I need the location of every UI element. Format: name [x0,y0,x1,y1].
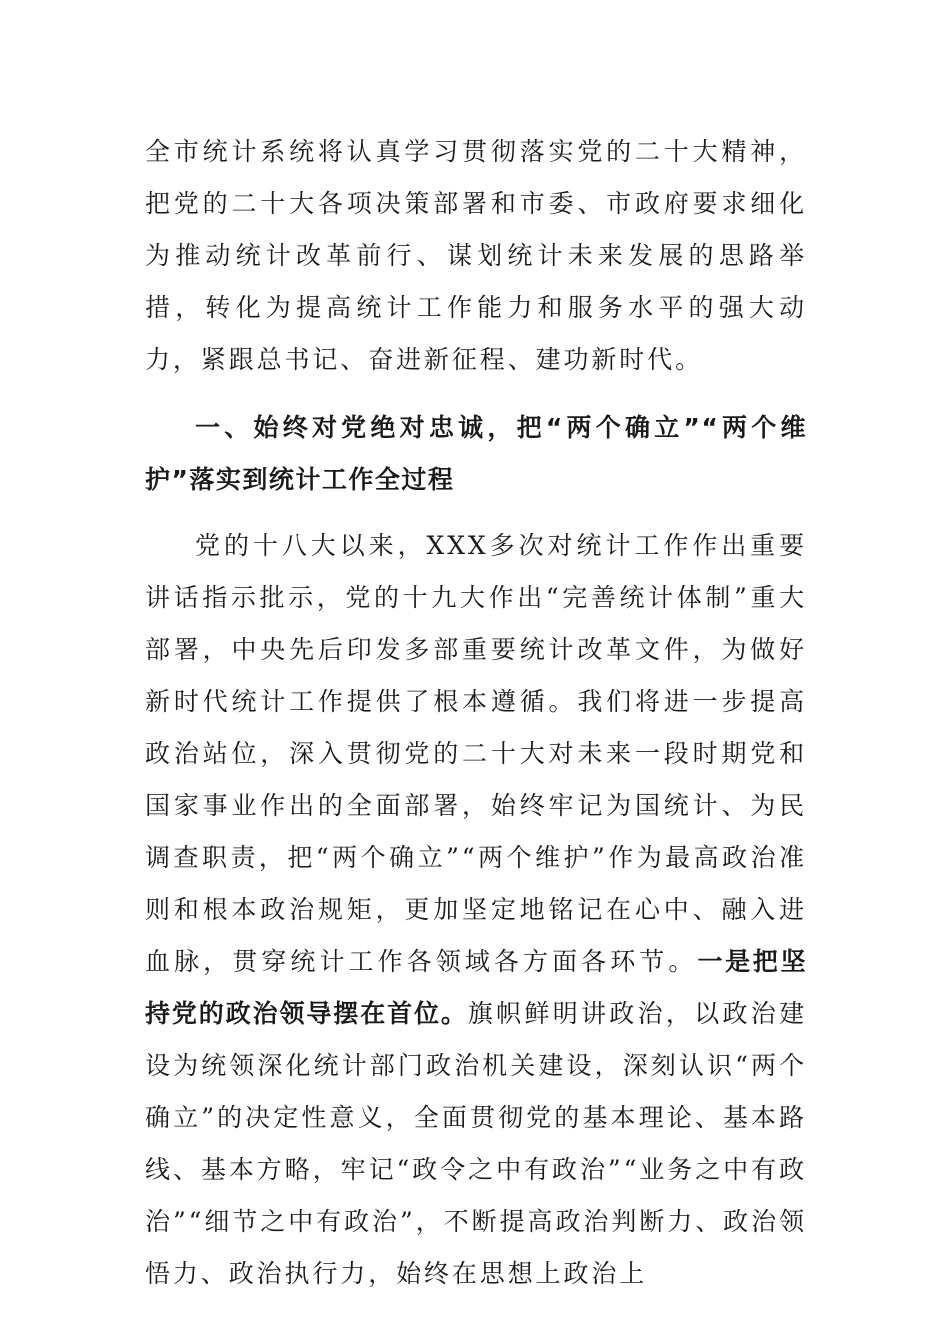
body-text-part2: 旗帜鲜明讲政治，以政治建设为统领深化统计部门政治机关建设，深刻认识“两个确立”的决定性意义，全面贯彻党的基本理论、基本路线、基本方略，牢记“政令之中有政治”“业务之中有政治”“细节之中有政治”，不断提高政治判断力、政治领悟力、政治执行力，始终在思想上政治上 [145,999,807,1288]
body-text-part1: 党的十八大以来，XXX多次对统计工作作出重要讲话指示批示，党的十九大作出“完善统计体制”重大部署，中央先后印发多部重要统计改革文件，为做好新时代统计工作提供了根本遵循。我们将进一步提高政治站位，深入贯彻党的二十大对未来一段时期党和国家事业作出的全面部署，始终牢记为国统计、为民调查职责，把“两个确立”“两个维护”作为最高政治准则和根本政治规矩，更加坚定地铭记在心中、融入进血脉，贯穿统计工作各领域各方面各环节。 [145,531,807,976]
section-heading: 一、始终对党绝对忠诚，把“两个确立”“两个维护”落实到统计工作全过程 [145,413,807,494]
body-bold-point: 一是把坚持党的政治领导摆在首位。 [145,947,807,1028]
document-body [145,126,807,1300]
body-paragraph [145,520,807,1300]
intro-paragraph: 全市统计系统将认真学习贯彻落实党的二十大精神，把党的二十大各项决策部署和市委、市政府要求细化为推动统计改革前行、谋划统计未来发展的思路举措，转化为提高统计工作能力和服务水平的强大动力，紧跟总书记、奋进新征程、建功新时代。 [145,137,807,374]
